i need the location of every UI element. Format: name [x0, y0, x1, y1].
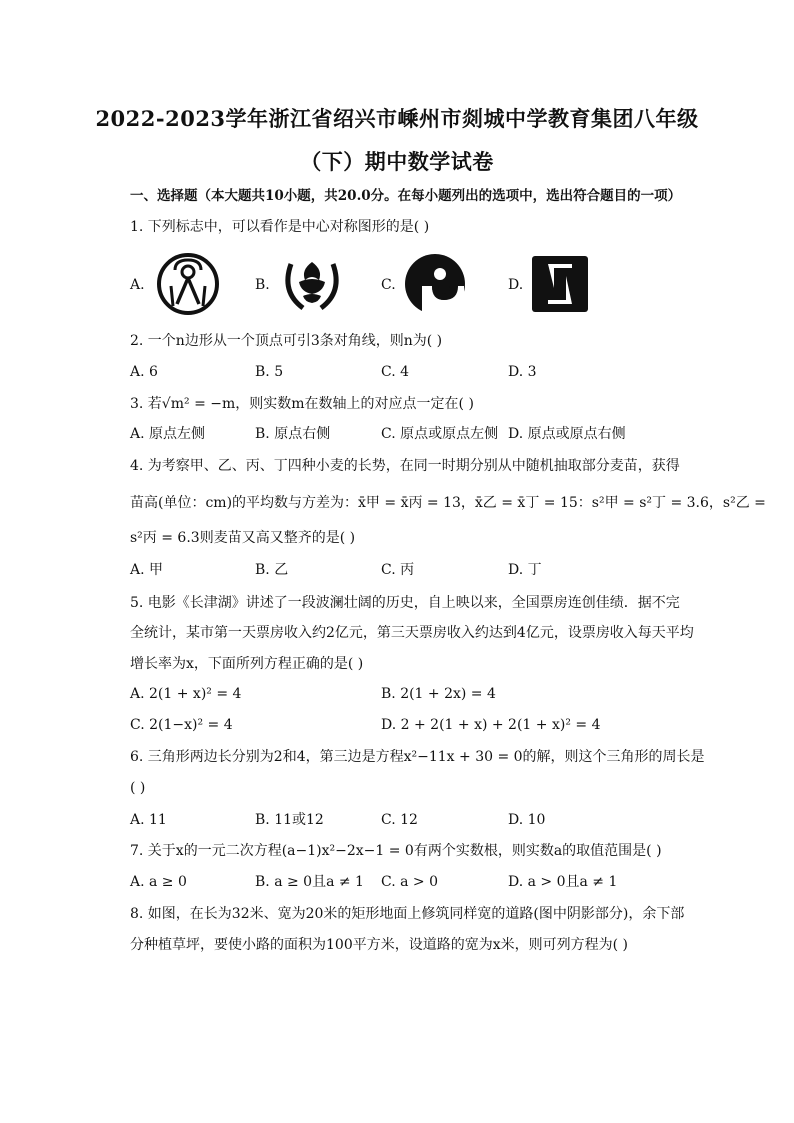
q4-option-d: D. 丁 — [508, 562, 542, 578]
q3-option-c: C. 原点或原点左侧 — [381, 426, 499, 442]
q2-option-c: C. 4 — [381, 364, 410, 380]
q6-option-a: A. 11 — [130, 812, 167, 828]
question-8-line-1: 8. 如图，在长为32米、宽为20米的矩形地面上修筑同样宽的道路(图中阴影部分)，余下部 — [130, 906, 685, 922]
question-3-stem: 3. 若√m² = −m，则实数m在数轴上的对应点一定在( ) — [130, 396, 474, 412]
q4-option-a: A. 甲 — [130, 562, 164, 578]
q5-option-a: A. 2(1 + x)² = 4 — [130, 686, 242, 702]
q4-option-b: B. 乙 — [255, 562, 289, 578]
q7-option-b: B. a ≥ 0且a ≠ 1 — [255, 874, 364, 890]
circle-ornament-logo-icon — [153, 252, 223, 316]
question-5-line-1: 5. 电影《长津湖》讲述了一段波澜壮阔的历史，自上映以来，全国票房连创佳绩．据不完 — [130, 595, 680, 611]
q7-option-d: D. a > 0且a ≠ 1 — [508, 874, 618, 890]
q6-option-d: D. 10 — [508, 812, 546, 828]
question-5-line-2: 全统计，某市第一天票房收入约2亿元，第三天票房收入约达到4亿元，设票房收入每天平均 — [130, 625, 694, 641]
q5-option-b: B. 2(1 + 2x) = 4 — [381, 686, 496, 702]
q6-option-b: B. 11或12 — [255, 812, 324, 828]
exam-title-line-2: （下）期中数学试卷 — [300, 149, 494, 174]
question-4-line-3: s²丙 = 6.3则麦苗又高又整齐的是( ) — [130, 530, 356, 546]
q4-option-c: C. 丙 — [381, 562, 415, 578]
q7-option-a: A. a ≥ 0 — [130, 874, 187, 890]
q1-option-c-label: C. — [381, 277, 396, 293]
exam-title-line-1: 2022-2023学年浙江省绍兴市嵊州市剡城中学教育集团八年级 — [95, 106, 699, 131]
q3-option-d: D. 原点或原点右侧 — [508, 426, 626, 442]
square-slash-logo-icon — [530, 254, 590, 314]
q5-option-c: C. 2(1−x)² = 4 — [130, 717, 233, 733]
question-2-stem: 2. 一个n边形从一个顶点可引3条对角线，则n为( ) — [130, 333, 443, 349]
question-4-line-1: 4. 为考察甲、乙、丙、丁四种小麦的长势，在同一时期分别从中随机抽取部分麦苗，获得 — [130, 458, 680, 474]
question-1-stem: 1. 下列标志中，可以看作是中心对称图形的是( ) — [130, 219, 430, 235]
question-5-line-3: 增长率为x，下面所列方程正确的是( ) — [130, 656, 364, 672]
q1-option-b-label: B. — [255, 277, 270, 293]
leaf-bowl-logo-icon — [277, 252, 347, 316]
question-6-line-1: 6. 三角形两边长分别为2和4，第三边是方程x²−11x + 30 = 0的解，则这个三角形的周长是 — [130, 749, 705, 765]
q2-option-a: A. 6 — [130, 364, 158, 380]
q1-option-a-label: A. — [130, 277, 145, 293]
question-4-line-2: 苗高(单位：cm)的平均数与方差为：x̄甲 = x̄丙 = 13，x̄乙 = x̄丁 = 15：s²甲 = s²丁 = 3.6，s²乙 = — [130, 495, 766, 511]
question-6-line-2: ( ) — [130, 780, 146, 796]
question-7-stem: 7. 关于x的一元二次方程(a−1)x²−2x−1 = 0有两个实数根，则实数a的取值范围是( ) — [130, 843, 662, 859]
section-heading: 一、选择题（本大题共10小题，共20.0分。在每小题列出的选项中，选出符合题目的一项） — [130, 188, 682, 204]
q6-option-c: C. 12 — [381, 812, 418, 828]
q2-option-b: B. 5 — [255, 364, 284, 380]
q5-option-d: D. 2 + 2(1 + x) + 2(1 + x)² = 4 — [381, 717, 601, 733]
q7-option-c: C. a > 0 — [381, 874, 438, 890]
question-8-line-2: 分种植草坪，要使小路的面积为100平方米，设道路的宽为x米，则可列方程为( ) — [130, 937, 628, 953]
q3-option-a: A. 原点左侧 — [130, 426, 206, 442]
g-shape-logo-icon — [402, 252, 468, 316]
q1-option-d-label: D. — [508, 277, 524, 293]
q2-option-d: D. 3 — [508, 364, 537, 380]
q3-option-b: B. 原点右侧 — [255, 426, 331, 442]
